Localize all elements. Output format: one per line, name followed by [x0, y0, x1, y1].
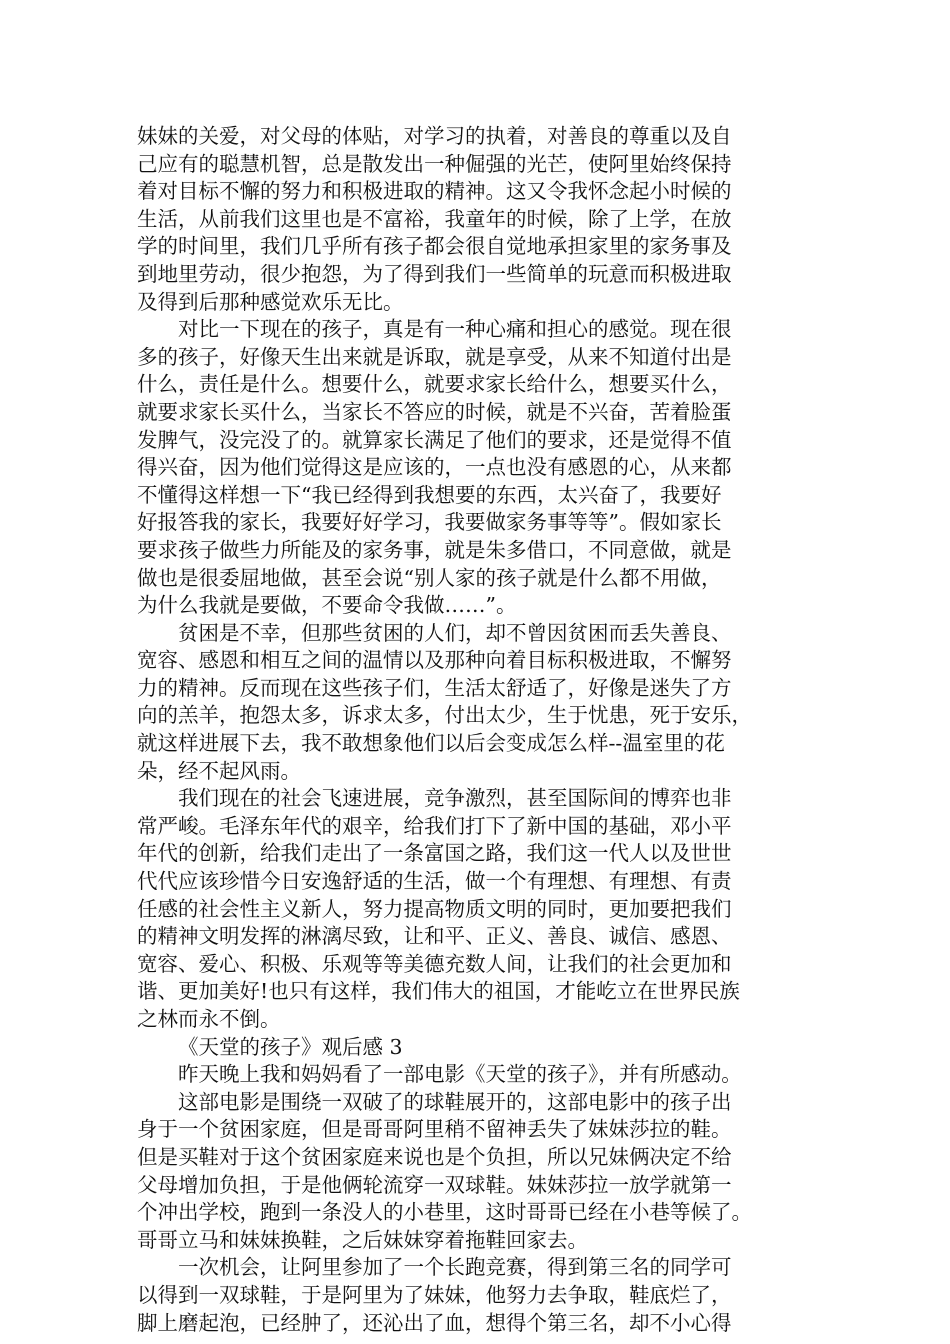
- text-line: 身于一个贫困家庭，但是哥哥阿里稍不留神丢失了妹妹莎拉的鞋。: [137, 1117, 732, 1142]
- text-line: 个冲出学校，跑到一条没人的小巷里，这时哥哥已经在小巷等候了。: [137, 1200, 752, 1225]
- text-line: 为什么我就是要做，不要命令我做……”。: [137, 593, 517, 618]
- text-line: 做也是很委屈地做，甚至会说“别人家的孩子就是什么都不用做，: [137, 565, 722, 590]
- text-line: 及得到后那种感觉欢乐无比。: [137, 289, 404, 314]
- text-line: 什么，责任是什么。想要什么，就要求家长给什么，想要买什么，: [137, 372, 732, 397]
- text-line: 任感的社会性主义新人，努力提高物质文明的同时，更加要把我们: [137, 896, 732, 921]
- text-line: 就要求家长买什么，当家长不答应的时候，就是不兴奋，苦着脸蛋: [137, 399, 732, 424]
- text-line: 一次机会，让阿里参加了一个长跑竞赛，得到第三名的同学可: [178, 1255, 732, 1280]
- text-line: 妹妹的关爱，对父母的体贴，对学习的执着，对善良的尊重以及自: [137, 124, 732, 148]
- text-line: 着对目标不懈的努力和积极进取的精神。这又令我怀念起小时候的: [137, 179, 732, 204]
- text-line: 的精神文明发挥的淋漓尽致，让和平、正义、善良、诚信、感恩、: [137, 924, 732, 949]
- text-line: 代代应该珍惜今日安逸舒适的生活，做一个有理想、有理想、有责: [137, 869, 732, 894]
- text-line: 力的精神。反而现在这些孩子们，生活太舒适了，好像是迷失了方: [137, 675, 732, 700]
- text-line: 学的时间里，我们几乎所有孩子都会很自觉地承担家里的家务事及: [137, 234, 732, 259]
- text-line: 发脾气，没完没了的。就算家长满足了他们的要求，还是觉得不值: [137, 427, 732, 452]
- text-line: 之林而永不倒。: [137, 1007, 281, 1031]
- text-line: 宽容、感恩和相互之间的温情以及那种向着目标积极进取，不懈努: [137, 648, 732, 673]
- text-line: 昨天晚上我和妈妈看了一部电影《天堂的孩子》，并有所感动。: [178, 1062, 742, 1087]
- text-line: 谐、更加美好!也只有这样，我们伟大的祖国，才能屹立在世界民族: [137, 979, 740, 1004]
- text-line: 得兴奋，因为他们觉得这是应该的，一点也没有感恩的心，从来都: [137, 455, 732, 480]
- text-line: 多的孩子，好像天生出来就是诉取，就是享受，从来不知道付出是: [137, 344, 732, 369]
- text-line: 年代的创新，给我们走出了一条富国之路，我们这一代人以及世世: [137, 841, 732, 866]
- text-line: 好报答我的家长，我要好好学习，我要做家务事等等”。假如家长: [137, 510, 722, 535]
- text-line: 生活，从前我们这里也是不富裕，我童年的时候，除了上学，在放: [137, 206, 732, 231]
- text-line: 这部电影是围绕一双破了的球鞋展开的，这部电影中的孩子出: [178, 1089, 732, 1114]
- document-body: [137, 123, 817, 1337]
- text-line: 就这样进展下去，我不敢想象他们以后会变成怎么样--温室里的花: [137, 731, 725, 756]
- text-line: 贫困是不幸，但那些贫困的人们，却不曾因贫困而丢失善良、: [178, 620, 732, 645]
- text-line: 脚上磨起泡，已经肿了，还沁出了血，想得个第三名，却不小心得: [137, 1310, 732, 1335]
- text-line: 要求孩子做些力所能及的家务事，就是朱多借口，不同意做，就是: [137, 537, 732, 562]
- text-line: 常严峻。毛泽东年代的艰辛，给我们打下了新中国的基础，邓小平: [137, 813, 732, 838]
- text-line: 己应有的聪慧机智，总是散发出一种倔强的光芒，使阿里始终保持: [137, 151, 732, 176]
- text-line: 向的羔羊，抱怨太多，诉求太多，付出太少，生于忧患，死于安乐，: [137, 703, 752, 728]
- text-line: 《天堂的孩子》观后感 3: [178, 1034, 403, 1059]
- text-line: 到地里劳动，很少抱怨，为了得到我们一些简单的玩意而积极进取: [137, 261, 732, 286]
- text-line: 我们现在的社会飞速进展，竞争激烈，甚至国际间的博弈也非: [178, 786, 732, 811]
- text-line: 对比一下现在的孩子，真是有一种心痛和担心的感觉。现在很: [178, 317, 732, 342]
- text-line: 哥哥立马和妹妹换鞋，之后妹妹穿着拖鞋回家去。: [137, 1227, 588, 1252]
- text-line: 朵，经不起风雨。: [137, 758, 301, 783]
- text-line: 宽容、爱心、积极、乐观等等美德充数人间，让我们的社会更加和: [137, 951, 732, 976]
- text-line: 不懂得这样想一下“我已经得到我想要的东西，太兴奋了，我要好: [137, 482, 722, 507]
- text-line: 以得到一双球鞋，于是阿里为了妹妹，他努力去争取，鞋底烂了，: [137, 1282, 732, 1307]
- text-line: 但是买鞋对于这个贫困家庭来说也是个负担，所以兄妹俩决定不给: [137, 1144, 732, 1169]
- text-line: 父母增加负担，于是他俩轮流穿一双球鞋。妹妹莎拉一放学就第一: [137, 1172, 732, 1197]
